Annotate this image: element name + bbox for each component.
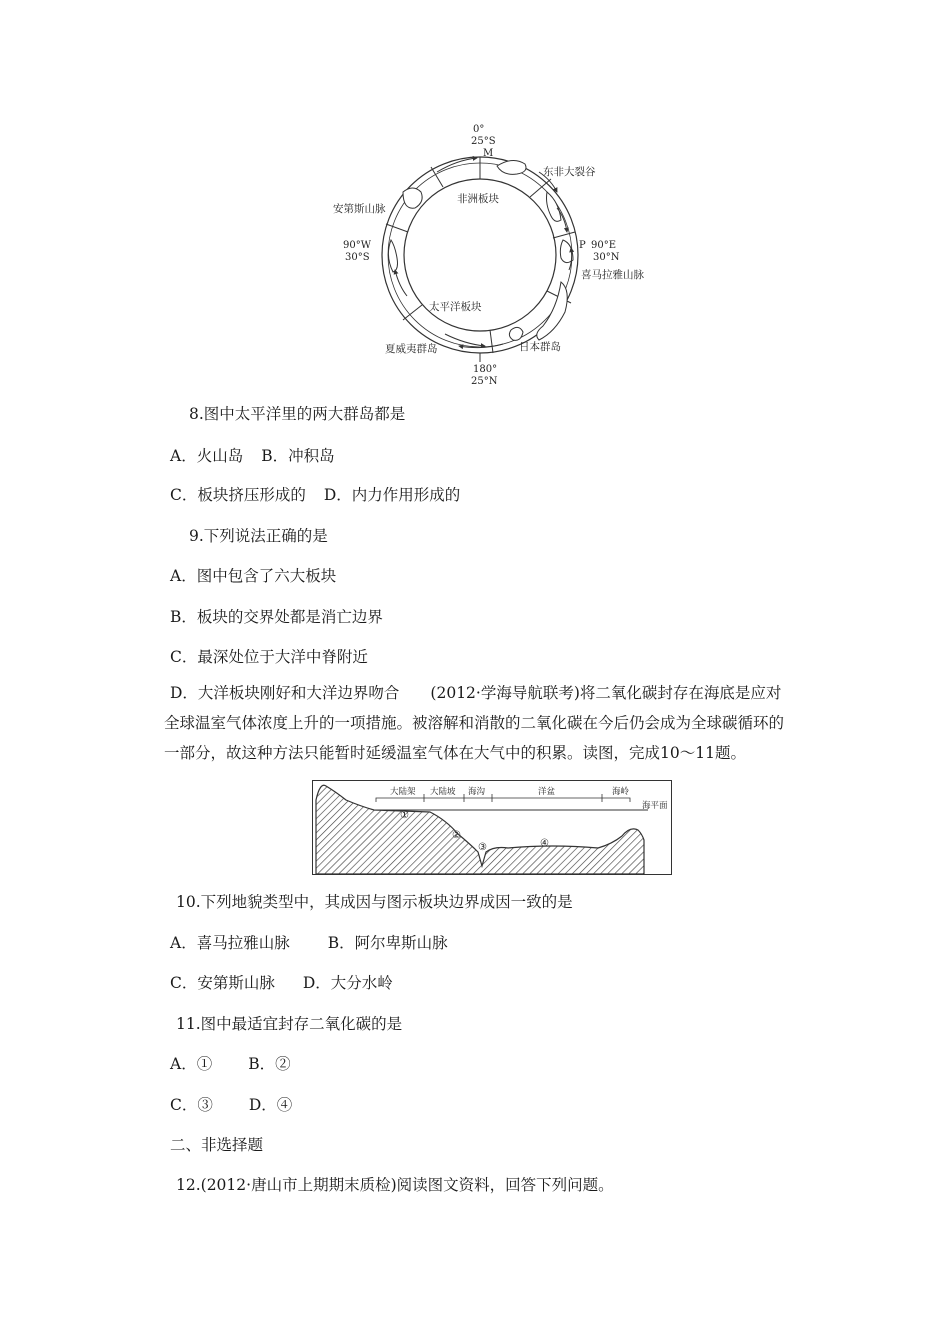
- top-lon-label: 0°: [473, 124, 485, 135]
- q9-option-b[interactable]: B．板块的交界处都是消亡边界: [170, 608, 383, 626]
- q11-option-b[interactable]: B．②: [248, 1055, 291, 1073]
- q9-option-c[interactable]: C．最深处位于大洋中脊附近: [170, 648, 368, 666]
- right-lat-label: 30°N: [593, 252, 620, 263]
- andes-label: 安第斯山脉: [333, 203, 386, 215]
- q8-options-row1: [170, 446, 335, 466]
- african-plate-label: 非洲板块: [457, 193, 499, 205]
- marker-4: ④: [540, 838, 549, 849]
- q10-option-b[interactable]: B．阿尔卑斯山脉: [327, 934, 448, 952]
- q8-option-a[interactable]: A．火山岛: [170, 447, 244, 465]
- q11-option-a[interactable]: A．①: [170, 1055, 213, 1073]
- q9-option-d-and-intro: D．大洋板块刚好和大洋边界吻合 (2012·学海导航联考)将二氧化碳封存在海底是应对全球温室气体浓度上升的一项措施。被溶解和消散的二氧化碳在今后仍会成为全球碳循环的一部分，故这种方法只能暂时延缓温室气体在大气中的积累。读图，完成10～11题。: [164, 684, 785, 762]
- basin-label: 洋盆: [538, 787, 556, 797]
- q10-options-row1: [170, 933, 448, 953]
- marker-1: ①: [400, 810, 409, 821]
- hawaii-label: 夏威夷群岛: [385, 343, 438, 355]
- q8-option-b[interactable]: B．冲积岛: [261, 447, 335, 465]
- label-p: P: [579, 240, 586, 251]
- q10-options-row2: [170, 973, 393, 993]
- slope-label: 大陆坡: [430, 787, 456, 797]
- q11-stem: 11.图中最适宜封存二氧化碳的是: [176, 1015, 403, 1033]
- q10-option-d[interactable]: D．大分水岭: [302, 974, 393, 992]
- pacific-plate-label: 太平洋板块: [429, 301, 482, 313]
- q8-option-c[interactable]: C．板块挤压形成的: [170, 486, 306, 504]
- section-heading: 二、非选择题: [170, 1136, 264, 1154]
- label-m: M: [483, 148, 494, 159]
- q8-stem: 8.图中太平洋里的两大群岛都是: [189, 405, 406, 423]
- seafloor-shape: [316, 785, 644, 874]
- q11-options-row2: [170, 1095, 292, 1115]
- marker-2: ②: [452, 830, 461, 841]
- plate-circle-svg: [325, 120, 655, 390]
- marker-3: ③: [478, 842, 487, 853]
- bottom-lon-label: 180°: [473, 364, 498, 375]
- right-lon-label: 90°E: [591, 240, 617, 251]
- plate-circle-diagram: [325, 120, 655, 390]
- q10-option-a[interactable]: A．喜马拉雅山脉: [170, 934, 290, 952]
- q12-stem: 12.(2012·唐山市上期期末质检)阅读图文资料，回答下列问题。: [176, 1176, 614, 1194]
- q9-option-a[interactable]: A．图中包含了六大板块: [170, 567, 337, 585]
- shelf-label: 大陆架: [390, 787, 416, 797]
- east-africa-rift-label: 东非大裂谷: [543, 166, 596, 178]
- ocean-floor-profile: [312, 780, 672, 875]
- left-lat-label: 30°S: [345, 252, 370, 263]
- q10-option-c[interactable]: C．安第斯山脉: [170, 974, 275, 992]
- trench-label: 海沟: [468, 787, 486, 797]
- q11-option-c[interactable]: C．③: [170, 1096, 213, 1114]
- q8-option-d[interactable]: D．内力作用形成的: [323, 486, 461, 504]
- q11-options-row1: [170, 1054, 291, 1074]
- q8-options-row2: [170, 485, 460, 505]
- q11-option-d[interactable]: D．④: [248, 1096, 293, 1114]
- ocean-floor-svg: [312, 780, 672, 875]
- himalaya-label: 喜马拉雅山脉: [581, 269, 644, 281]
- ridge-label: 海岭: [612, 787, 630, 797]
- sea-level-label: 海平面: [642, 801, 668, 811]
- q10-stem: 10.下列地貌类型中，其成因与图示板块边界成因一致的是: [176, 893, 573, 911]
- top-lat-label: 25°S: [471, 136, 496, 147]
- bottom-lat-label: 25°N: [471, 376, 498, 387]
- left-lon-label: 90°W: [343, 240, 372, 251]
- q9-stem: 9.下列说法正确的是: [189, 527, 328, 545]
- japan-label: 日本群岛: [519, 341, 561, 353]
